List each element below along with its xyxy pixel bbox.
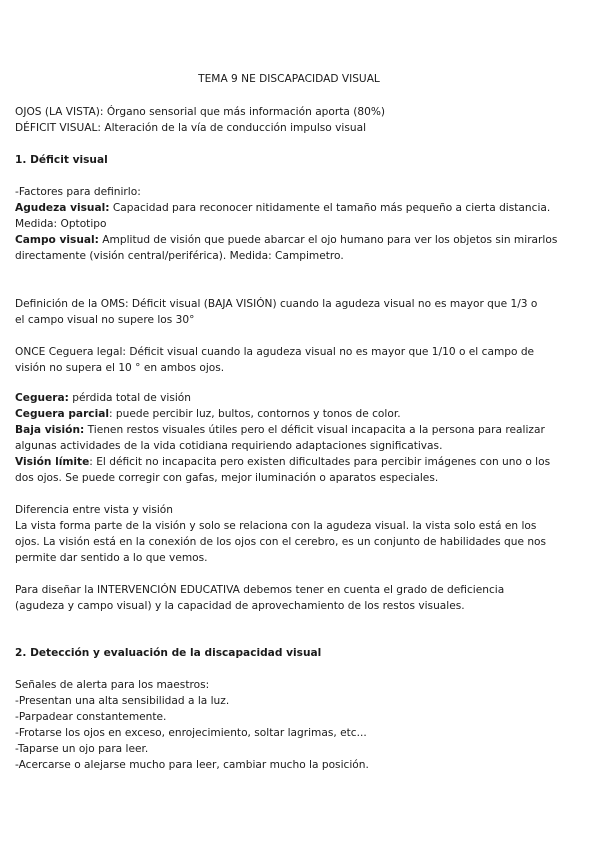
intervencion-line-2: (agudeza y campo visual) y la capacidad de aprovechamiento de los restos visuales. [15, 600, 465, 612]
diferencia-line-1: La vista forma parte de la visión y solo se relaciona con la agudeza visual. la vista solo está en los [15, 520, 537, 532]
senales-title: Señales de alerta para los maestros: [15, 679, 210, 691]
intro-ojos: OJOS (LA VISTA): Órgano sensorial que más información aporta (80%) [15, 106, 386, 118]
list-item: -Acercarse o alejarse mucho para leer, cambiar mucho la posición. [15, 759, 369, 771]
factores-line: -Factores para definirlo: [15, 186, 141, 198]
campo-text: Amplitud de visión que puede abarcar el ojo humano para ver los objetos sin mirarlos directamente (visión central/periférica). Medida: Campimetro. [15, 234, 558, 262]
section1-heading: 1. Déficit visual [15, 154, 108, 166]
vision-limite-text-1: : El déficit no incapacita pero existen dificultades para percibir imágenes con uno o los [89, 456, 551, 468]
vision-limite-line-1 [15, 454, 563, 470]
page-title: TEMA 9 NE DISCAPACIDAD VISUAL [198, 73, 380, 85]
intro-deficit: DÉFICIT VISUAL: Alteración de la vía de conducción impulso visual [15, 122, 367, 134]
oms-line-2: el campo visual no supere los 30° [15, 314, 195, 326]
vision-limite-label: Visión límite [15, 456, 90, 468]
ceguera-line [15, 390, 563, 406]
ceguera-label: Ceguera: [15, 392, 69, 404]
vision-limite-line-2: dos ojos. Se puede corregir con gafas, mejor iluminación o aparatos especiales. [15, 472, 439, 484]
agudeza-line [15, 200, 563, 216]
once-line-2: visión no supera el 10 ° en ambos ojos. [15, 362, 225, 374]
baja-vision-line-2: algunas actividades de la vida cotidiana requiriendo adaptaciones significativas. [15, 440, 443, 452]
intervencion-line-1: Para diseñar la INTERVENCIÓN EDUCATIVA debemos tener en cuenta el grado de deficiencia [15, 584, 505, 596]
ceguera-parcial-text: : puede percibir luz, bultos, contornos y tonos de color. [108, 408, 401, 420]
section2-heading: 2. Detección y evaluación de la discapacidad visual [15, 647, 322, 659]
baja-vision-line-1 [15, 422, 563, 438]
agudeza-text: Capacidad para reconocer nitidamente el tamaño más pequeño a cierta distancia. [109, 202, 551, 214]
list-item: -Taparse un ojo para leer. [15, 743, 149, 755]
list-item: -Presentan una alta sensibilidad a la luz. [15, 695, 230, 707]
diferencia-title: Diferencia entre vista y visión [15, 504, 173, 516]
campo-label: Campo visual: [15, 234, 99, 246]
baja-vision-label: Baja visión: [15, 424, 85, 436]
oms-line-1: Definición de la OMS: Déficit visual (BAJA VISIÓN) cuando la agudeza visual no es mayor que 1/3 o [15, 298, 538, 310]
list-item: -Parpadear constantemente. [15, 711, 167, 723]
once-line-1: ONCE Ceguera legal: Déficit visual cuando la agudeza visual no es mayor que 1/10 o el campo de [15, 346, 535, 358]
diferencia-line-2: ojos. La visión está en la conexión de los ojos con el cerebro, es un conjunto de habilidades que nos [15, 536, 547, 548]
agudeza-medida: Medida: Optotipo [15, 218, 107, 230]
ceguera-parcial-line [15, 406, 563, 422]
list-item: -Frotarse los ojos en exceso, enrojecimiento, soltar lagrimas, etc... [15, 727, 367, 739]
agudeza-label: Agudeza visual: [15, 202, 110, 214]
campo-paragraph [15, 232, 563, 264]
diferencia-line-3: permite dar sentido a lo que vemos. [15, 552, 208, 564]
baja-vision-text-1: Tienen restos visuales útiles pero el déficit visual incapacita a la persona para realizar [84, 424, 545, 436]
ceguera-text: pérdida total de visión [68, 392, 191, 404]
ceguera-parcial-label: Ceguera parcial [15, 408, 109, 420]
